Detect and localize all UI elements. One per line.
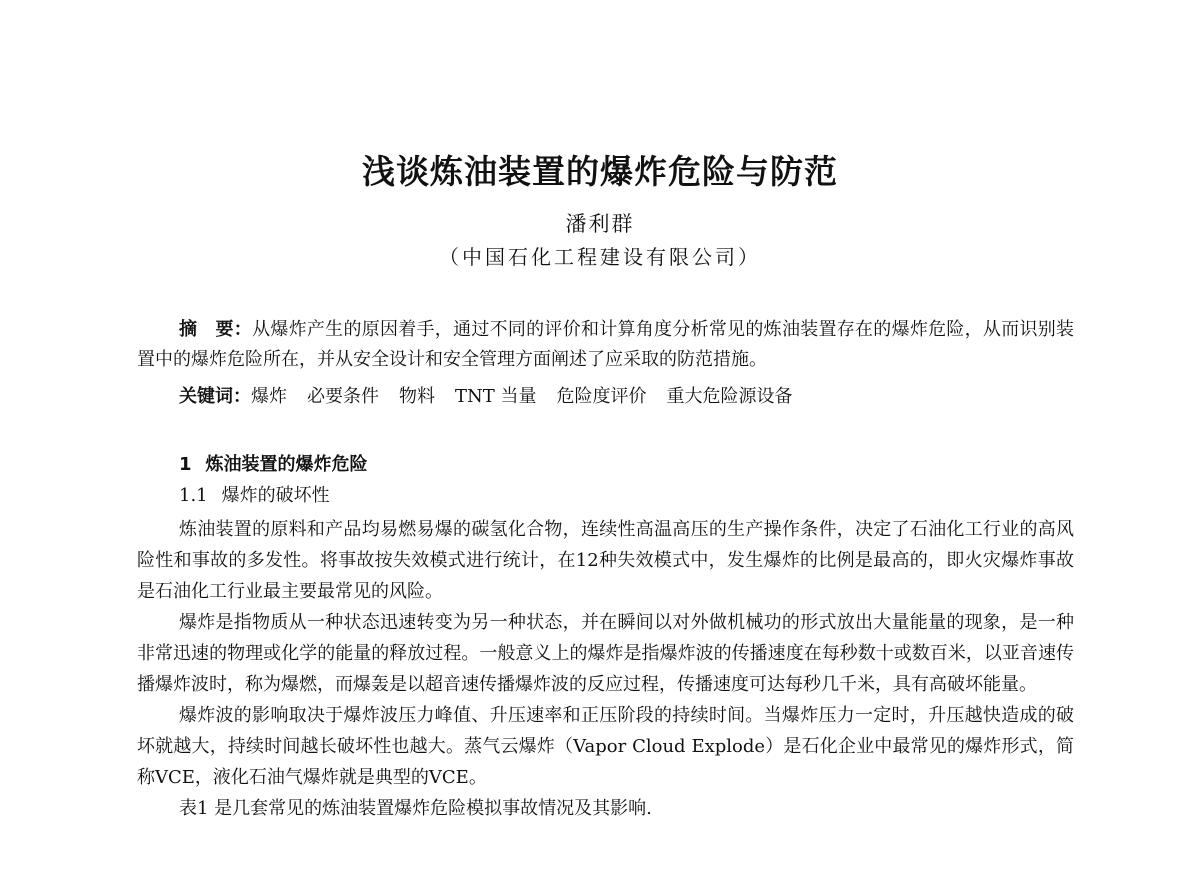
paragraph: 炼油装置的原料和产品均易燃易爆的碳氢化合物，连续性高温高压的生产操作条件，决定了石油化工行业的高风险性和事故的多发性。将事故按失效模式进行统计，在12种失效模式中，发生爆炸的比例是最高的，即火灾爆炸事故是石油化工行业最主要最常见的风险。 [137,519,1074,602]
body-paragraphs [137,514,1074,824]
section-heading-1 [179,450,368,480]
abstract-text: 从爆炸产生的原因着手，通过不同的评价和计算角度分析常见的炼油装置存在的爆炸危险，从而识别装置中的爆炸危险所在，并从安全设计和安全管理方面阐述了应采取的防范措施。 [137,319,1075,370]
abstract-label: 摘 要： [179,319,253,340]
keyword: 必要条件 [307,386,379,407]
paper-title: 浅谈炼油装置的爆炸危险与防范 [362,152,838,191]
subsection-title: 爆炸的破坏性 [221,485,330,506]
author-affiliation: （中国石化工程建设有限公司） [439,245,761,269]
keyword: 危险度评价 [556,386,647,407]
keyword: TNT 当量 [455,386,537,407]
section-title: 炼油装置的爆炸危险 [205,454,368,475]
section-number: 1 [179,454,192,475]
author-name: 潘利群 [565,212,635,236]
keywords-label: 关键词： [179,386,251,407]
paragraph: 爆炸波的影响取决于爆炸波压力峰值、升压速率和正压阶段的持续时间。当爆炸压力一定时，升压越快造成的破坏就越大，持续时间越长破坏性也越大。蒸气云爆炸（Vapor Cloud Explode）是石化企业中最常见的爆炸形式，简称VCE，液化石油气爆炸就是典型的VCE。 [137,705,1074,788]
keyword: 重大危险源设备 [666,386,793,407]
paragraph: 爆炸是指物质从一种状态迅速转变为另一种状态，并在瞬间以对外做机械功的形式放出大量能量的现象，是一种非常迅速的物理或化学的能量的释放过程。一般意义上的爆炸是指爆炸波的传播速度在每秒数十或数百米，以亚音速传播爆炸波时，称为爆燃，而爆轰是以超音速传播爆炸波的反应过程，传播速度可达每秒几千米，具有高破坏能量。 [137,612,1074,695]
section-heading-1-1 [179,481,330,511]
keyword: 物料 [399,386,435,407]
abstract [137,315,1074,375]
table-reference: 表1 是几套常见的炼油装置爆炸危险模拟事故情况及其影响. [179,798,652,819]
keywords [137,382,1074,412]
keyword: 爆炸 [251,386,287,407]
subsection-number: 1.1 [179,485,208,506]
